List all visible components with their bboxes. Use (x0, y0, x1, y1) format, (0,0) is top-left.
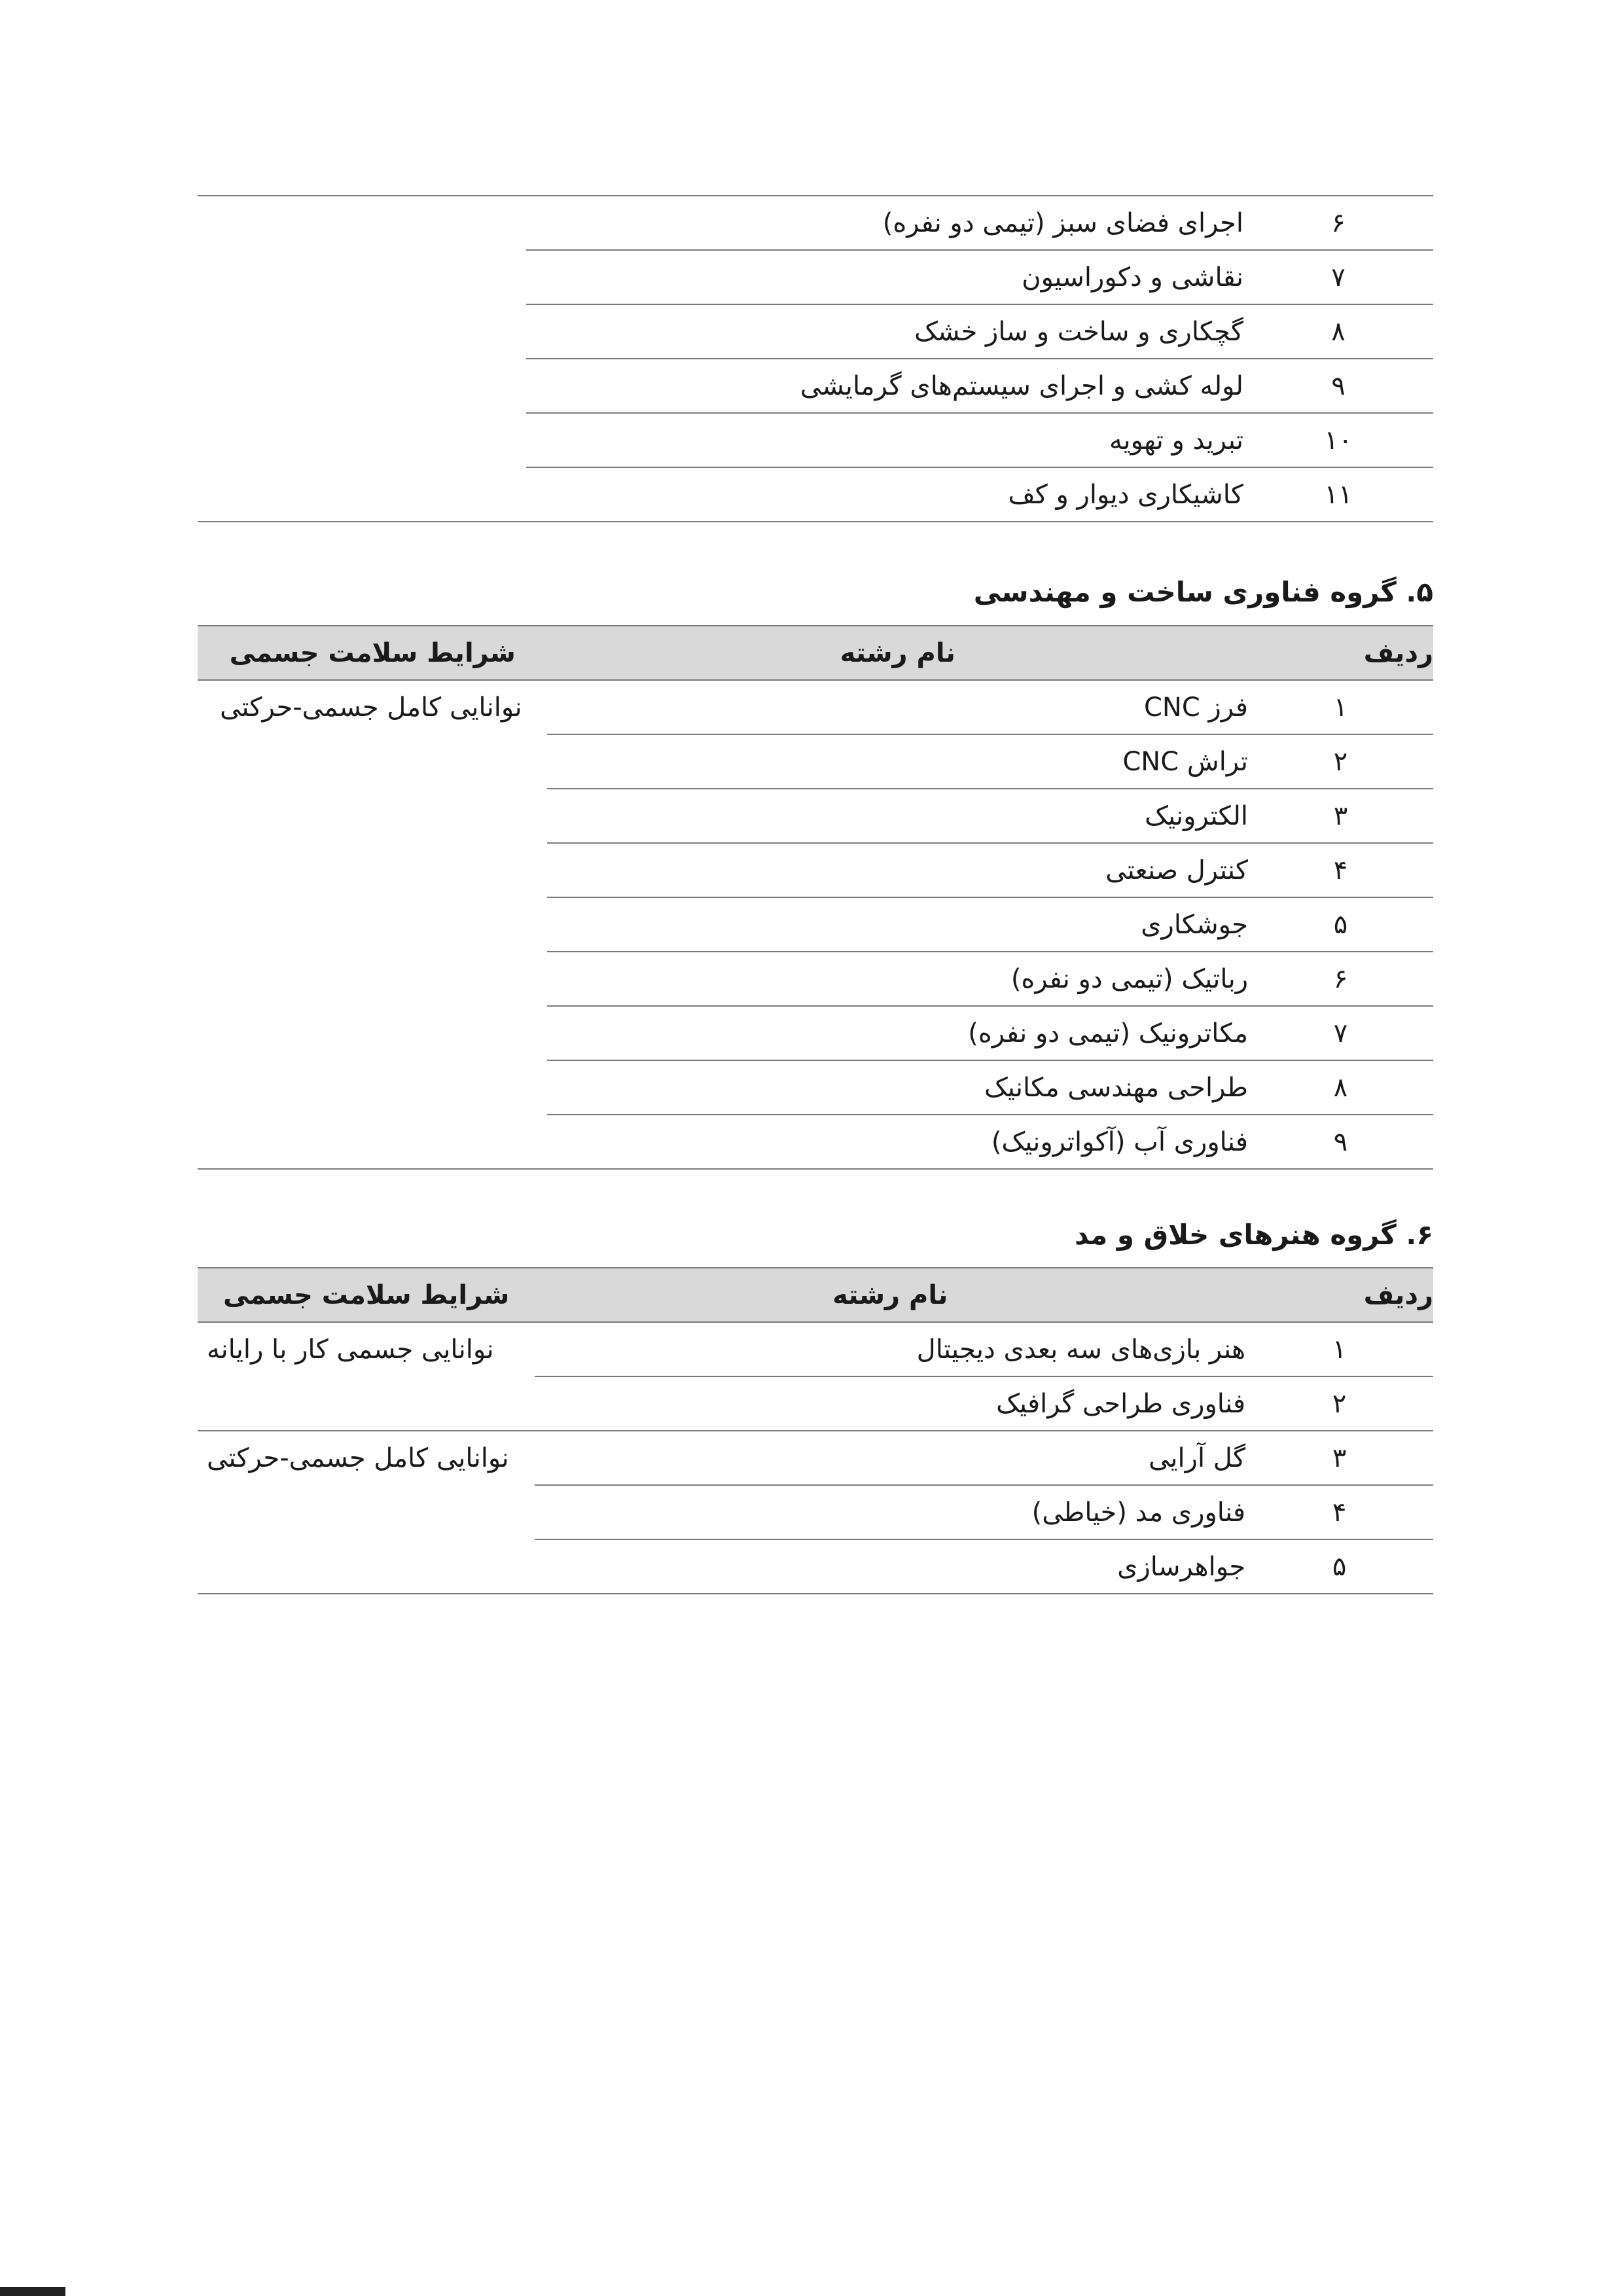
table-row (198, 1322, 1433, 1376)
group6-heading: ۶. گروه هنرهای خلاق و مد (1074, 1219, 1433, 1251)
row-number: ۵ (1248, 897, 1433, 952)
condition-cell (198, 196, 526, 522)
row-number: ۱ (1245, 1322, 1433, 1376)
table-row (198, 196, 1433, 250)
field-name: گل آرایی (535, 1431, 1245, 1485)
field-name: جوشکاری (547, 897, 1248, 952)
field-name: اجرای فضای سبز (تیمی دو نفره) (526, 196, 1243, 250)
field-name: کنترل صنعتی (547, 843, 1248, 897)
group4-continued-table (198, 195, 1433, 522)
row-number: ۹ (1243, 359, 1433, 413)
row-number: ۳ (1245, 1431, 1433, 1485)
column-header-condition: شرایط سلامت جسمی (198, 1268, 535, 1322)
column-header-condition: شرایط سلامت جسمی (198, 626, 547, 680)
field-name: جواهرسازی (535, 1539, 1245, 1594)
field-name: هنر بازی‌های سه بعدی دیجیتال (535, 1322, 1245, 1376)
row-number: ۷ (1248, 1006, 1433, 1060)
field-name: طراحی مهندسی مکانیک (547, 1060, 1248, 1115)
field-name: مکاترونیک (تیمی دو نفره) (547, 1006, 1248, 1060)
condition-cell: نوانایی جسمی کار با رایانه (198, 1322, 535, 1431)
row-number: ۵ (1245, 1539, 1433, 1594)
table-row (198, 680, 1433, 734)
group5-heading: ۵. گروه فناوری ساخت و مهندسی (973, 576, 1433, 608)
watermark-logo (0, 2287, 65, 2296)
field-name: کاشیکاری دیوار و کف (526, 467, 1243, 522)
field-name: گچکاری و ساخت و ساز خشک (526, 304, 1243, 359)
row-number: ۱۰ (1243, 413, 1433, 467)
field-name: تبرید و تهویه (526, 413, 1243, 467)
row-number: ۴ (1248, 843, 1433, 897)
field-name: لوله کشی و اجرای سیستم‌های گرمایشی (526, 359, 1243, 413)
column-header-name: نام رشته (547, 626, 1248, 680)
row-number: ۶ (1248, 952, 1433, 1006)
row-number: ۷ (1243, 250, 1433, 304)
row-number: ۹ (1248, 1115, 1433, 1169)
field-name: فناوری مد (خیاطی) (535, 1485, 1245, 1539)
field-name: فناوری آب (آکواترونیک) (547, 1115, 1248, 1169)
condition-cell: نوانایی کامل جسمی-حرکتی (198, 680, 547, 1169)
table-row (198, 1431, 1433, 1485)
field-name: رباتیک (تیمی دو نفره) (547, 952, 1248, 1006)
row-number: ۱۱ (1243, 467, 1433, 522)
table-header-row (198, 626, 1433, 680)
column-header-name: نام رشته (535, 1268, 1245, 1322)
row-number: ۳ (1248, 789, 1433, 843)
group5-table (198, 625, 1433, 1170)
row-number: ۸ (1248, 1060, 1433, 1115)
row-number: ۲ (1248, 734, 1433, 789)
row-number: ۱ (1248, 680, 1433, 734)
group6-table (198, 1267, 1433, 1594)
field-name: فناوری طراحی گرافیک (535, 1376, 1245, 1431)
table-header-row (198, 1268, 1433, 1322)
field-name: تراش CNC (547, 734, 1248, 789)
row-number: ۴ (1245, 1485, 1433, 1539)
field-name: الکترونیک (547, 789, 1248, 843)
row-number: ۶ (1243, 196, 1433, 250)
column-header-number: ردیف (1248, 626, 1433, 680)
column-header-number: ردیف (1245, 1268, 1433, 1322)
field-name: فرز CNC (547, 680, 1248, 734)
row-number: ۸ (1243, 304, 1433, 359)
row-number: ۲ (1245, 1376, 1433, 1431)
field-name: نقاشی و دکوراسیون (526, 250, 1243, 304)
condition-cell: نوانایی کامل جسمی-حرکتی (198, 1431, 535, 1594)
